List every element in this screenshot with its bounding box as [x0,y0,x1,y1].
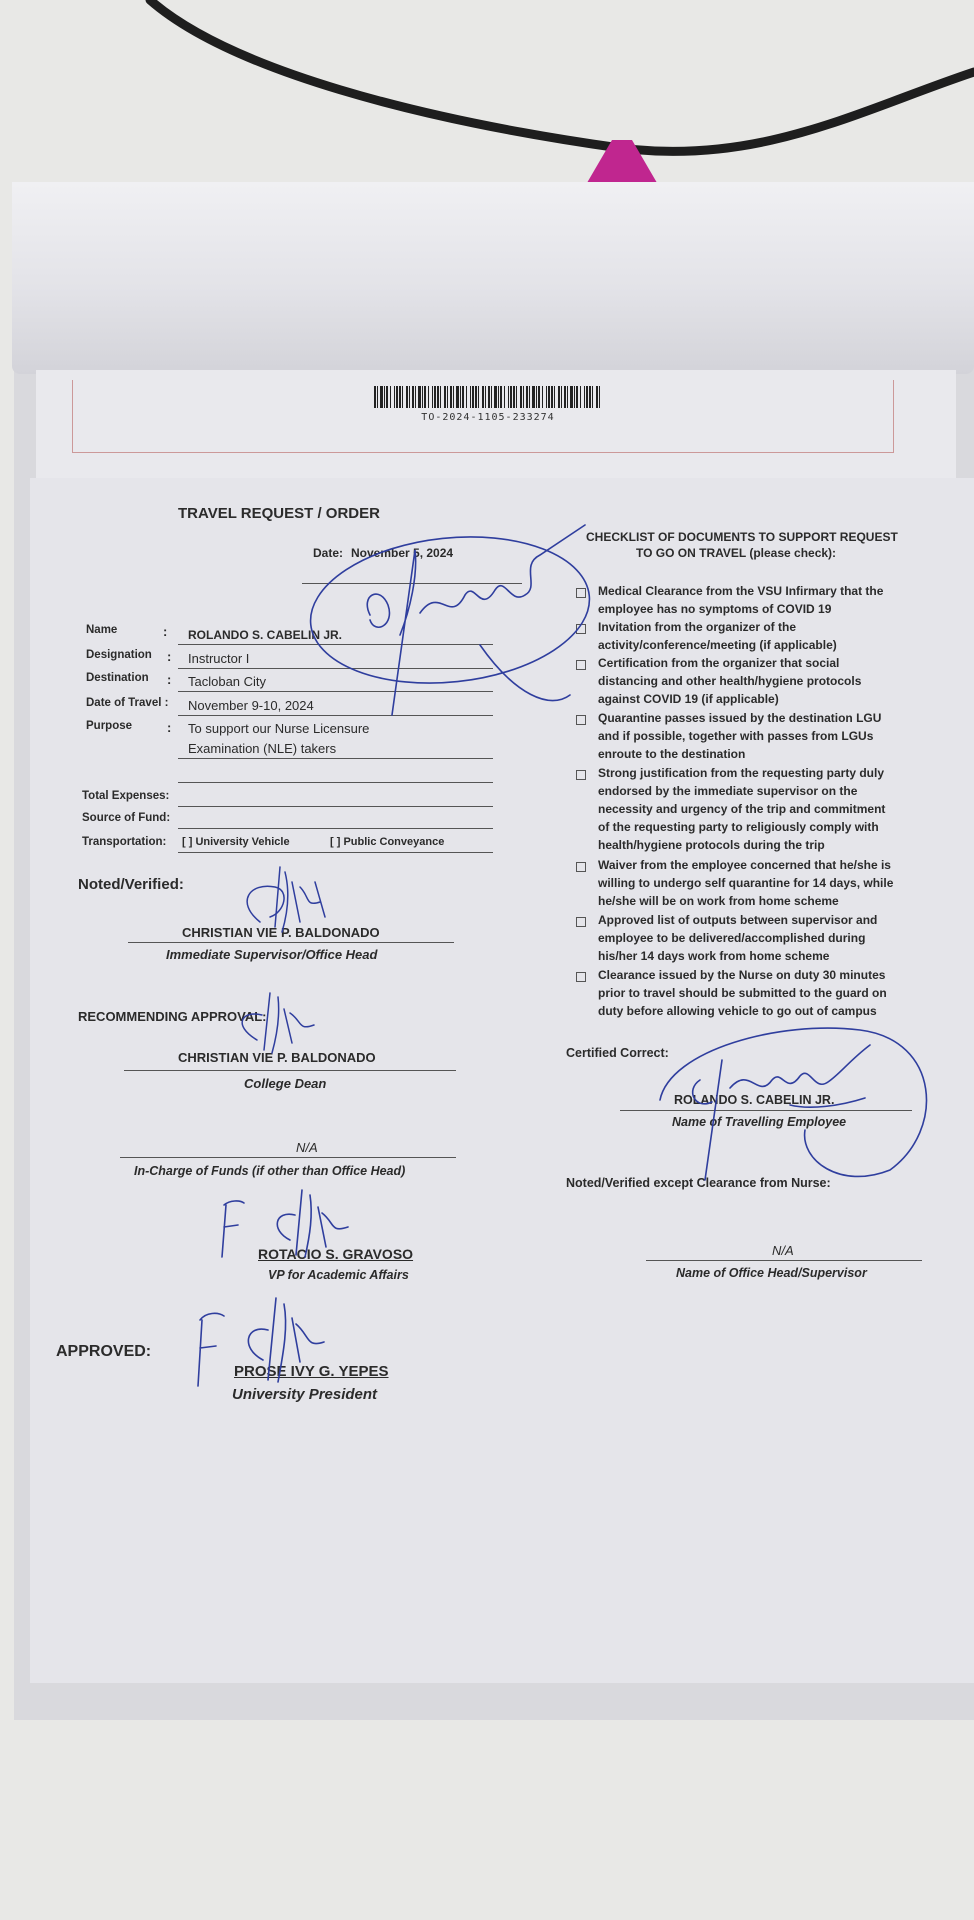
checklist-item-text: Medical Clearance from the VSU Infirmary that the [598,584,884,598]
vp-title: VP for Academic Affairs [268,1268,409,1282]
supervisor-title: Immediate Supervisor/Office Head [166,947,378,962]
date-label: Date: [313,546,344,560]
checklist-item-text: duty before allowing vehicle to go out of campus [598,1004,877,1018]
barcode-bar [504,386,505,408]
purpose-underline [178,758,493,759]
barcode-bar [424,386,426,408]
barcode-bar [520,386,522,408]
barcode-bar [440,386,441,408]
purpose-colon: : [167,720,172,735]
dean-line [124,1070,456,1071]
approved-label: APPROVED: [56,1343,152,1360]
barcode-bar [415,386,416,408]
barcode-bar [396,386,398,408]
barcode-bar [599,386,600,408]
barcode-bar [529,386,530,408]
barcode-bar [532,386,535,408]
supervisor-name: CHRISTIAN VIE P. BALDONADO [182,925,380,940]
barcode-bar [542,386,543,408]
head-title: Name of Office Head/Supervisor [676,1266,867,1280]
barcode-bar [409,386,410,408]
barcode-bar [377,386,378,408]
checklist-item-text: his/her 14 days work from home scheme [598,949,830,963]
checklist-item-text: Strong justification from the requesting party duly [598,766,885,780]
barcode-bar [500,386,502,408]
vp-name: ROTACIO S. GRAVOSO [258,1246,414,1262]
funds-line [120,1157,456,1158]
barcode-bar [470,386,471,408]
barcode-bar [456,386,459,408]
funds-title: In-Charge of Funds (if other than Office Head) [134,1164,406,1178]
barcode-bar [498,386,499,408]
checklist-item-text: against COVID 19 (if applicable) [598,692,779,706]
barcode-bar [510,386,512,408]
head-line [646,1260,922,1261]
barcode-bar [390,386,391,408]
checklist-item-text: prior to travel should be submitted to the guard on [598,986,887,1000]
checklist-item-text: Approved list of outputs between supervisor and [598,913,878,927]
destination-label: Destination [86,672,149,684]
barcode-bar [472,386,474,408]
source-of-fund-line [178,828,493,829]
date-of-travel-line [178,715,493,716]
checklist-item-text: Clearance issued by the Nurse on duty 30 minutes [598,968,886,982]
barcode-bar [412,386,414,408]
barcode-bar [394,386,395,408]
checklist-item-text: of the requesting party to religiously comply with [598,820,879,834]
destination-value: Tacloban City [188,674,267,689]
barcode-bar [406,386,408,408]
barcode-bar [570,386,573,408]
form-title: TRAVEL REQUEST / ORDER [178,505,380,522]
checklist-checkbox[interactable] [576,588,586,598]
transportation-line [178,852,493,853]
barcode-bar [478,386,479,408]
dean-title: College Dean [244,1076,327,1091]
barcode-bar [554,386,555,408]
barcode-bar [589,386,591,408]
barcode-bar [551,386,553,408]
checklist-checkbox[interactable] [576,624,586,634]
date-line [302,583,522,584]
date-of-travel-value: November 9-10, 2024 [188,698,314,713]
checklist-item-text: necessity and urgency of the trip and commitment [598,802,886,816]
barcode-bar [460,386,461,408]
barcode-bar [437,386,439,408]
barcode-bar [399,386,401,408]
barcode-bar [418,386,421,408]
barcode-bar [561,386,562,408]
employee-title: Name of Travelling Employee [672,1115,847,1129]
checklist-checkbox[interactable] [576,862,586,872]
purpose-line1: To support our Nurse Licensure [188,721,370,736]
designation-colon: : [167,649,172,664]
checklist-item-text: Certification from the organizer that social [598,656,840,670]
cable [0,0,974,200]
barcode-bar [592,386,593,408]
destination-colon: : [167,672,172,687]
checklist-item-text: endorsed by the immediate supervisor on the [598,784,858,798]
barcode-bar [374,386,376,408]
barcode-bar [475,386,477,408]
designation-label: Designation [86,649,152,661]
president-name: PROSE IVY G. YEPES [234,1363,389,1380]
checklist-checkbox[interactable] [576,972,586,982]
checklist-item-text: Waiver from the employee concerned that he/she is [598,858,891,872]
noted-except-label: Noted/Verified except Clearance from Nurse: [566,1176,831,1190]
dean-name: CHRISTIAN VIE P. BALDONADO [178,1050,376,1065]
noted-verified-label: Noted/Verified: [78,876,184,893]
transportation-label: Transportation: [82,836,167,848]
barcode-bar [491,386,492,408]
barcode-bar [558,386,560,408]
barcode-bar [384,386,385,408]
barcode-bar [546,386,547,408]
barcode-bar [538,386,540,408]
checklist-item-text: employee has no symptoms of COVID 19 [598,602,832,616]
checklist-checkbox[interactable] [576,715,586,725]
barcode-bar [526,386,528,408]
transport-university-vehicle: [ ] University Vehicle [182,836,290,848]
name-label: Name [86,624,118,636]
name-value: ROLANDO S. CABELIN JR. [188,628,343,642]
barcode-bar [536,386,537,408]
checklist-item-text: Invitation from the organizer of the [598,620,797,634]
barcode-bar [580,386,581,408]
funds-value: N/A [296,1140,318,1155]
checklist-item-text: enroute to the destination [598,747,746,761]
checklist-title-line1: CHECKLIST OF DOCUMENTS TO SUPPORT REQUEST [586,530,898,544]
barcode-bar [574,386,575,408]
destination-line [178,691,493,692]
barcode-bar [482,386,484,408]
purpose-line2: Examination (NLE) takers [188,741,337,756]
barcode-bar [462,386,464,408]
barcode-bar [516,386,517,408]
barcode-bar [488,386,490,408]
rolled-paper [12,182,974,374]
barcode-bar [450,386,452,408]
barcode-bar [576,386,578,408]
date-of-travel-label: Date of Travel : [86,697,169,709]
barcode-bar [434,386,436,408]
total-expenses-label: Total Expenses: [82,790,170,802]
date-value: November 5, 2024 [351,546,454,560]
employee-line [620,1110,912,1111]
checklist-title-line2: TO GO ON TRAVEL (please check): [636,546,837,560]
name-line [178,644,493,645]
total-expenses-line [178,806,493,807]
checklist-item-text: distancing and other health/hygiene protocols [598,674,862,688]
barcode-bar [386,386,388,408]
barcode-bar [428,386,429,408]
designation-value: Instructor I [188,651,250,666]
barcode-bar [444,386,446,408]
source-of-fund-label: Source of Fund: [82,812,171,824]
barcode-bar [596,386,598,408]
barcode-number: TO-2024-1105-233274 [421,412,555,423]
transport-public-conveyance: [ ] Public Conveyance [330,836,445,848]
checklist-checkbox[interactable] [576,660,586,670]
employee-name: ROLANDO S. CABELIN JR. [674,1093,835,1107]
supervisor-line [128,942,454,943]
barcode-bar [523,386,524,408]
designation-line [178,668,493,669]
purpose-underline-2 [178,782,493,783]
barcode-bar [453,386,454,408]
barcode-bar [485,386,486,408]
barcode-bar [508,386,509,408]
barcode-bar [402,386,403,408]
name-colon: : [163,624,168,639]
barcode-bar [494,386,497,408]
barcode-bar [447,386,448,408]
checklist-item-text: health/hygiene protocols during the trip [598,838,825,852]
checklist-item-text: employee to be delivered/accomplished during [598,931,866,945]
barcode-bar [567,386,568,408]
head-value: N/A [772,1243,794,1258]
checklist-item-text: he/she will be on work from home scheme [598,894,839,908]
recommending-label: RECOMMENDING APPROVAL: [78,1009,267,1024]
barcode [374,386,602,408]
checklist-item-text: Quarantine passes issued by the destination LGU [598,711,882,725]
checklist-item-text: activity/conference/meeting (if applicable) [598,638,837,652]
checklist-item-text: willing to undergo self quarantine for 14 days, while [598,876,894,890]
certified-correct-label: Certified Correct: [566,1046,669,1060]
barcode-bar [380,386,383,408]
barcode-bar [513,386,515,408]
president-title: University President [232,1386,378,1403]
barcode-bar [422,386,423,408]
barcode-bar [548,386,550,408]
checklist-checkbox[interactable] [576,770,586,780]
barcode-bar [564,386,566,408]
barcode-bar [466,386,467,408]
checklist-item-text: and if possible, together with passes from LGUs [598,729,874,743]
checklist-checkbox[interactable] [576,917,586,927]
barcode-bar [586,386,588,408]
barcode-bar [432,386,433,408]
barcode-bar [584,386,585,408]
purpose-label: Purpose [86,720,133,732]
